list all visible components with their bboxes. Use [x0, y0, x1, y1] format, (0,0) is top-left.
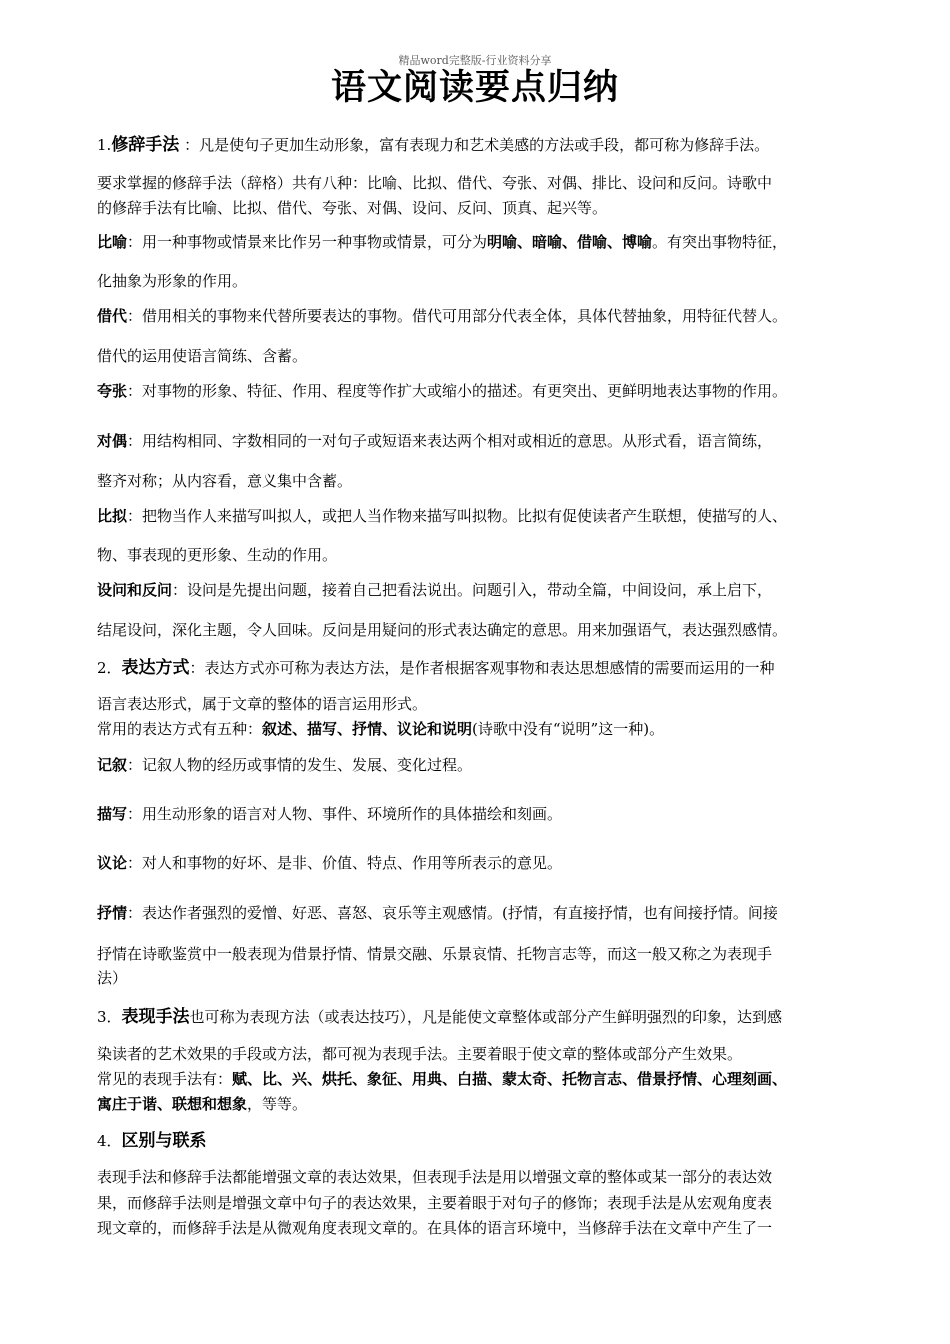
common-methods-line-2 [97, 1091, 867, 1117]
section-heading: 修辞手法 [111, 135, 180, 155]
term-text: ：记叙人物的经历或事情的发生、发展、变化过程。 [127, 756, 473, 774]
definition-text: ：表达方式亦可称为表达方法，是作者根据客观事物和表达思想感情的需要而运用的一种 [189, 659, 775, 677]
paragraph-text: ，等等。 [247, 1095, 308, 1113]
paragraph-line: 语言表达形式，属于文章的整体的语言运用形式。 [97, 695, 428, 713]
term-label: 借代 [97, 307, 128, 325]
section-1-heading-line [97, 132, 867, 158]
section-2-heading-line [97, 655, 867, 681]
section-number: 4． [97, 1132, 122, 1150]
paragraph-line: 抒情在诗歌鉴赏中一般表现为借景抒情、情景交融、乐景哀情、托物言志等，而这一般又称之为表现手 [97, 945, 773, 963]
paragraph-line: 染读者的艺术效果的手段或方法，都可视为表现手法。主要着眼于使文章的整体或部分产生效果。 [97, 1045, 743, 1063]
term-jixu [97, 752, 867, 778]
section-heading: 表达方式 [121, 658, 190, 678]
section-3-heading-line [97, 1004, 867, 1030]
term-biyu [97, 229, 867, 255]
paragraph-text: (诗歌中没有“说明”这一种)。 [472, 720, 665, 738]
term-shuqing [97, 900, 867, 926]
term-text: ：用结构相同、字数相同的一对句子或短语来表达两个相对或相近的意思。从形式看，语言简练， [127, 432, 773, 450]
term-label: 比喻 [97, 233, 128, 251]
section-heading: 表现手法 [121, 1007, 190, 1027]
section-number: 2． [97, 659, 122, 677]
methods-list: 叙述、描写、抒情、议论和说明 [262, 720, 473, 738]
term-text: ：用一种事物或情景来比作另一种事物或情景，可分为 [127, 233, 488, 251]
paragraph-line: 化抽象为形象的作用。 [97, 272, 248, 290]
term-label: 记叙 [97, 756, 128, 774]
common-methods-line [97, 1066, 867, 1092]
paragraph-text: 常见的表现手法有： [97, 1070, 233, 1088]
term-label: 设问和反问 [97, 581, 173, 599]
term-text: ：用生动形象的语言对人物、事件、环境所作的具体描绘和刻画。 [127, 805, 563, 823]
paragraph-line: 法） [97, 969, 128, 987]
paragraph-text: 常用的表达方式有五种： [97, 720, 263, 738]
term-kuazhang [97, 378, 867, 404]
term-text: ：借用相关的事物来代替所要表达的事物。借代可用部分代表全体，具体代替抽象，用特征代替人。 [127, 307, 788, 325]
term-label: 描写 [97, 805, 128, 823]
term-yilun [97, 850, 867, 876]
term-bini [97, 503, 867, 529]
definition-text: ：凡是使句子更加生动形象，富有表现力和艺术美感的方法或手段，都可称为修辞手法。 [179, 136, 770, 154]
paragraph-line: 现文章的，而修辞手法是从微观角度表现文章的。在具体的语言环境中，当修辞手法在文章中产生了一 [97, 1219, 773, 1237]
methods-list: 寓庄于谐、联想和想象 [97, 1095, 248, 1113]
term-miaoxie [97, 801, 867, 827]
paragraph-line: 结尾设问，深化主题，令人回味。反问是用疑问的形式表达确定的意思。用来加强语气，表达强烈感情。 [97, 621, 788, 639]
definition-text: 也可称为表现方法（或表达技巧），凡是能使文章整体或部分产生鲜明强烈的印象，达到感 [189, 1008, 783, 1026]
paragraph-line: 借代的运用使语言简练、含蓄。 [97, 347, 308, 365]
section-number: 3． [97, 1008, 122, 1026]
term-text: ：对人和事物的好坏、是非、价值、特点、作用等所表示的意见。 [127, 854, 563, 872]
paragraph-line: 物、事表现的更形象、生动的作用。 [97, 546, 338, 564]
paragraph-line: 的修辞手法有比喻、比拟、借代、夸张、对偶、设问、反问、顶真、起兴等。 [97, 199, 608, 217]
term-duiou [97, 428, 867, 454]
methods-list: 赋、比、兴、烘托、象征、用典、白描、蒙太奇、托物言志、借景抒情、心理刻画、 [232, 1070, 788, 1088]
term-text: ：把物当作人来描写叫拟人，或把人当作物来描写叫拟物。比拟有促使读者产生联想，使描写的人、 [127, 507, 788, 525]
term-label: 对偶 [97, 432, 128, 450]
paragraph-line: 果，而修辞手法则是增强文章中句子的表达效果，主要着眼于对句子的修饰；表现手法是从宏观角度表 [97, 1194, 773, 1212]
term-text: ：对事物的形象、特征、作用、程度等作扩大或缩小的描述。有更突出、更鲜明地表达事物的作用。 [127, 382, 788, 400]
term-label: 议论 [97, 854, 128, 872]
term-text: ：设问是先提出问题，接着自己把看法说出。问题引入，带动全篇，中间设问，承上启下， [172, 581, 773, 599]
term-text: ：表达作者强烈的爱憎、好恶、喜怒、哀乐等主观感情。(抒情，有直接抒情，也有间接抒情。间接 [127, 904, 778, 922]
section-4-heading-line [97, 1128, 867, 1154]
page-title: 语文阅读要点归纳 [330, 68, 619, 108]
paragraph-line: 要求掌握的修辞手法（辞格）共有八种：比喻、比拟、借代、夸张、对偶、排比、设问和反问。诗歌中 [97, 174, 773, 192]
term-jiedai [97, 303, 867, 329]
term-types: 明喻、暗喻、借喻、博喻 [487, 233, 653, 251]
common-methods-line [97, 716, 867, 742]
term-shewen [97, 577, 867, 603]
paragraph-line: 整齐对称；从内容看，意义集中含蓄。 [97, 472, 353, 490]
term-label: 抒情 [97, 904, 128, 922]
watermark: 精品word完整版-行业资料分享 [398, 54, 552, 67]
term-label: 夸张 [97, 382, 128, 400]
term-text: 。有突出事物特征， [652, 233, 788, 251]
paragraph-line: 表现手法和修辞手法都能增强文章的表达效果，但表现手法是用以增强文章的整体或某一部分的表达效 [97, 1168, 773, 1186]
section-heading: 区别与联系 [121, 1131, 207, 1151]
section-number: 1. [97, 136, 112, 154]
term-label: 比拟 [97, 507, 128, 525]
